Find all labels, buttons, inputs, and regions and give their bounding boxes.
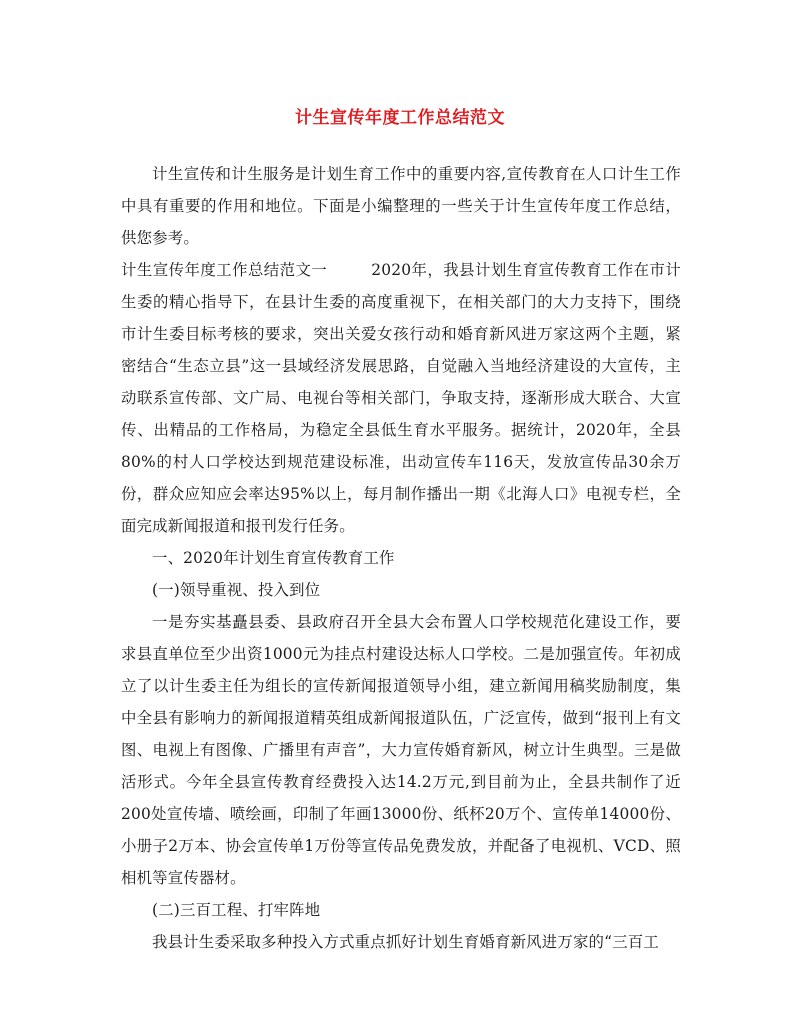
paragraph-two: 我县计生委采取多种投入方式重点抓好计划生育婚育新风进万家的“三百工	[152, 933, 659, 951]
document-title: 计生宣传年度工作总结范文	[295, 108, 505, 128]
document-body	[121, 158, 681, 958]
intro-paragraph: 计生宣传和计生服务是计划生育工作中的重要内容,宣传教育在人口计生工作中具有重要的作用和地位。下面是小编整理的一些关于计生宣传年度工作总结，供您参考。	[121, 165, 681, 247]
section-one-paragraph	[121, 254, 681, 542]
section-text: 2020年，我县计划生育宣传教育工作在市计生委的精心指导下，在县计生委的高度重视下，在相关部门的大力支持下，围绕市计生委目标考核的要求，突出关爱女孩行动和婚育新风进万家这两个主题，紧密结合“生态立县”这一县域经济发展思路，自觉融入当地经济建设的大宣传，主动联系宣传部、文广局、电视台等相关部门，争取支持，逐渐形成大联合、大宣传、出精品的工作格局，为稳定全县低生育水平服务。据统计，2020年，全县80%的村人口学校达到规范建设标准，出动宣传车116天，发放宣传品30余万份，群众应知应会率达95%以上，每月制作播出一期《北海人口》电视专栏，全面完成新闻报道和报刊发行任务。	[121, 261, 681, 535]
section-label: 计生宣传年度工作总结范文一	[121, 261, 328, 279]
subheading-one: (一)领导重视、投入到位	[152, 581, 321, 599]
heading-one: 一、2020年计划生育宣传教育工作	[152, 549, 395, 567]
paragraph-one: 一是夯实基矗县委、县政府召开全县大会布置人口学校规范化建设工作，要求县直单位至少出资1000元为挂点村建设达标人口学校。二是加强宣传。年初成立了以计生委主任为组长的宣传新闻报道领导小组，建立新闻用稿奖励制度，集中全县有影响力的新闻报道精英组成新闻报道队伍，广泛宣传，做到“报刊上有文图、电视上有图像、广播里有声音”，大力宣传婚育新风，树立计生典型。三是做活形式。今年全县宣传教育经费投入达14.2万元,到目前为止，全县共制作了近200处宣传墙、喷绘画，印制了年画13000份、纸杯20万个、宣传单14000份、小册子2万本、协会宣传单1万份等宣传品免费发放，并配备了电视机、VCD、照相机等宣传器材。	[121, 613, 681, 887]
subheading-two: (二)三百工程、打牢阵地	[152, 901, 321, 919]
